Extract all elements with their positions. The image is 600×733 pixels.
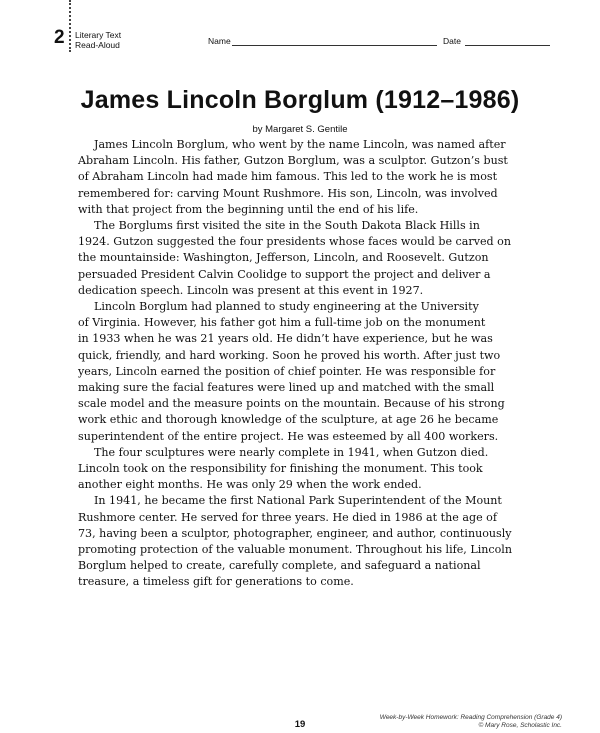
text-line: of Virginia. However, his father got him a full-time job on the monument [78, 316, 486, 330]
text-line: remembered for: carving Mount Rushmore. His son, Lincoln, was involved [78, 186, 498, 200]
text-type-line-2: Read-Aloud [75, 40, 120, 50]
text-line: years, Lincoln earned the position of chief pointer. He was responsible for [78, 364, 496, 378]
text-line: Abraham Lincoln. His father, Gutzon Borglum, was a sculptor. Gutzon’s bust [78, 154, 508, 168]
page-title: James Lincoln Borglum (1912–1986) [80, 86, 520, 114]
text-type-label [75, 30, 121, 50]
text-line: Lincoln Borglum had planned to study engineering at the University [94, 300, 479, 314]
text-line: promoting protection of the valuable monument. Throughout his life, Lincoln [78, 543, 513, 557]
text-line: The four sculptures were nearly complete in 1941, when Gutzon died. [94, 445, 489, 459]
date-label: Date [443, 36, 461, 46]
paragraph [78, 218, 558, 299]
text-line: another eight months. He was only 29 when the work ended. [78, 478, 422, 492]
text-line: dedication speech. Lincoln was present at this event in 1927. [78, 283, 424, 297]
footer-line-1: Week-by-Week Homework: Reading Comprehension (Grade 4) [379, 714, 562, 721]
text-line: quick, friendly, and hard working. Soon he proved his worth. After just two [78, 348, 501, 362]
paragraph [78, 493, 558, 590]
paragraph [78, 137, 558, 218]
text-line: work ethic and thorough knowledge of the sculpture, at age 26 he became [78, 413, 499, 427]
text-line: treasure, a timeless gift for generations to come. [78, 575, 354, 589]
text-line: of Abraham Lincoln had made him famous. This led to the work he is most [78, 170, 498, 184]
text-line: scale model and the measure points on the mountain. Because of his strong [78, 397, 505, 411]
byline: by Margaret S. Gentile [252, 124, 348, 135]
text-line: persuaded President Calvin Coolidge to support the project and deliver a [78, 267, 491, 281]
text-line: the mountainside: Washington, Jefferson, Lincoln, and Roosevelt. Gutzon [78, 251, 489, 265]
dotted-divider [69, 0, 71, 52]
text-line: James Lincoln Borglum, who went by the name Lincoln, was named after [94, 138, 506, 151]
text-line: The Borglums first visited the site in the South Dakota Black Hills in [94, 219, 480, 233]
text-line: In 1941, he became the first National Park Superintendent of the Mount [94, 494, 502, 508]
text-type-line-1: Literary Text [75, 30, 122, 40]
footer-line-2: © Mary Rose, Scholastic Inc. [478, 722, 562, 729]
text-line: in 1933 when he was 21 years old. He didn’t have experience, but he was [78, 332, 493, 346]
text-line: making sure the facial features were lined up and matched with the small [78, 381, 495, 395]
page-header [0, 0, 600, 60]
page-number: 19 [294, 719, 306, 730]
text-line: 73, having been a sculptor, photographer, engineer, and author, continuously [78, 526, 512, 540]
text-line: superintendent of the entire project. He was esteemed by all 400 workers. [78, 429, 499, 443]
article-body [78, 137, 558, 591]
paragraph [78, 299, 558, 445]
date-field[interactable] [465, 45, 550, 46]
name-label: Name [208, 36, 231, 46]
name-field[interactable] [232, 45, 437, 46]
paragraph [78, 445, 558, 494]
week-number: 2 [54, 27, 65, 48]
text-line: Borglum helped to create, carefully complete, and safeguard a national [78, 559, 481, 573]
footer-credit [380, 714, 562, 730]
text-line: with that project from the beginning until the end of his life. [78, 202, 419, 216]
text-line: Rushmore center. He served for three years. He died in 1986 at the age of [78, 510, 497, 524]
text-line: 1924. Gutzon suggested the four presidents whose faces would be carved on [78, 235, 511, 249]
text-line: Lincoln took on the responsibility for finishing the monument. This took [78, 462, 483, 476]
